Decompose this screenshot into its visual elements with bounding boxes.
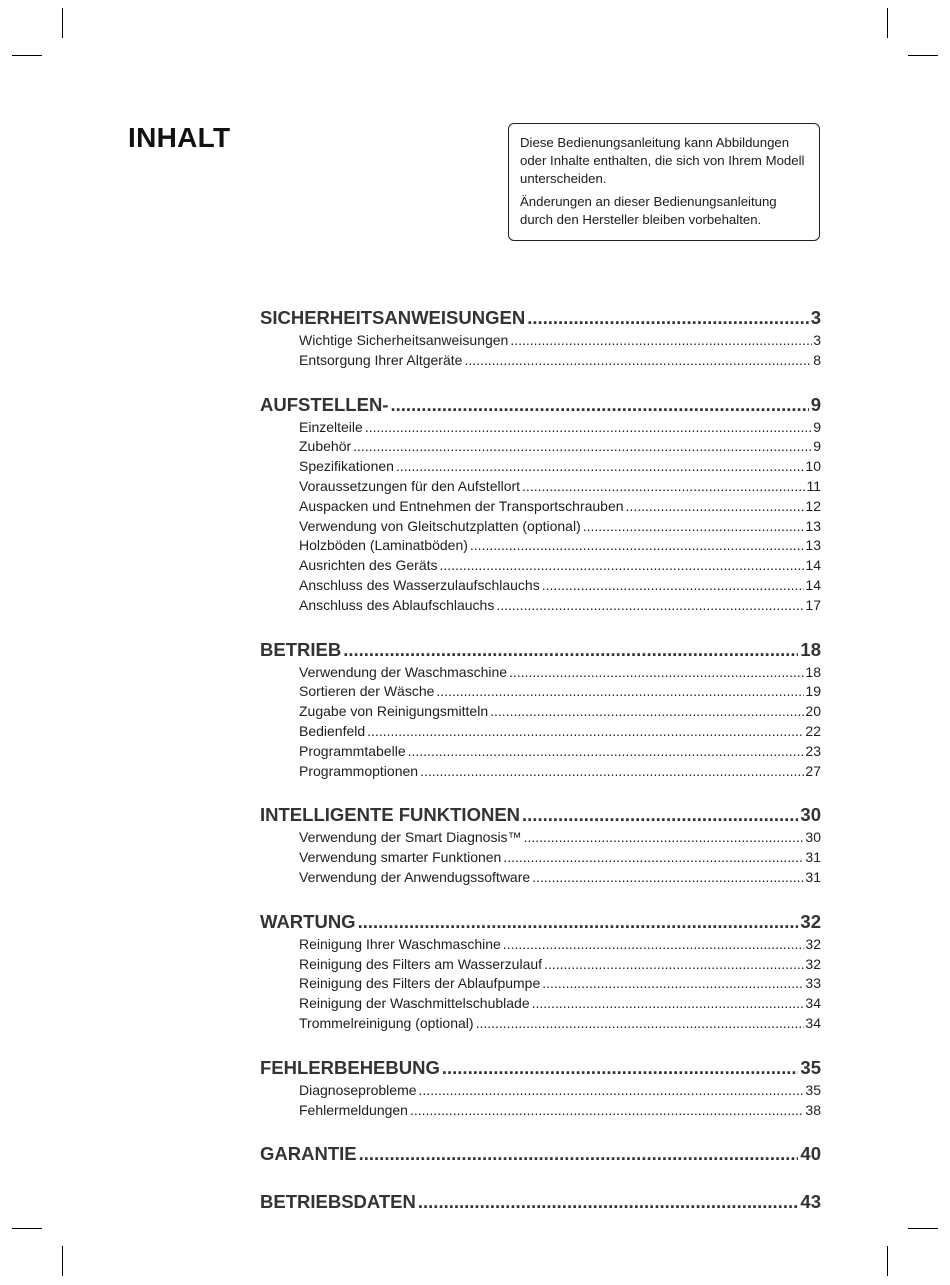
toc-entry[interactable] [299, 868, 821, 888]
toc-section-heading-page: 18 [800, 638, 821, 660]
toc-entry-page: 11 [806, 477, 821, 494]
toc-entry-page: 31 [805, 868, 821, 885]
dot-leader [365, 418, 812, 438]
dot-leader [440, 556, 805, 576]
toc-entry-page: 18 [805, 663, 821, 680]
crop-mark [908, 55, 938, 56]
toc-section-heading[interactable] [260, 636, 821, 663]
toc-section-heading-page: 30 [800, 804, 821, 826]
toc-entry-page: 19 [805, 683, 821, 700]
dot-leader [408, 742, 805, 762]
toc-entry-label: Programmoptionen [299, 762, 419, 779]
toc-entry-page: 17 [805, 596, 821, 613]
toc-section-heading[interactable] [260, 801, 821, 828]
dot-leader [410, 1101, 804, 1121]
toc-section-heading-label: WARTUNG [260, 910, 356, 932]
toc-entry[interactable] [299, 331, 821, 351]
dot-leader [476, 1014, 805, 1034]
toc-entry[interactable] [299, 663, 821, 683]
toc-entry[interactable] [299, 351, 821, 371]
toc-entry[interactable] [299, 497, 821, 517]
dot-leader [359, 1140, 799, 1167]
dot-leader [524, 828, 805, 848]
toc-entry-page: 3 [813, 332, 821, 348]
toc-entry[interactable] [299, 722, 821, 742]
toc-entry-label: Verwendung von Gleitschutzplatten (optional) [299, 517, 581, 534]
toc-entry-page: 34 [805, 995, 821, 1012]
toc-section [260, 1054, 821, 1121]
crop-mark [908, 1228, 938, 1229]
toc-entry-label: Anschluss des Wasserzulaufschlauchs [299, 576, 540, 593]
crop-mark [12, 55, 42, 56]
dot-leader [522, 801, 798, 828]
toc-entry[interactable] [299, 1081, 821, 1101]
toc-section [260, 304, 821, 371]
toc-entry-page: 8 [813, 351, 821, 368]
toc-section [260, 908, 821, 1034]
toc-entry-label: Reinigung der Waschmittelschublade [299, 995, 530, 1012]
dot-leader [343, 636, 798, 663]
toc-entry-label: Verwendung der Smart Diagnosis™ [299, 829, 522, 846]
crop-mark [887, 8, 888, 38]
toc-section-heading-label: BETRIEB [260, 638, 342, 660]
toc-entry-label: Ausrichten des Geräts [299, 557, 438, 574]
dot-leader [542, 974, 804, 994]
toc-entry-page: 27 [805, 762, 821, 779]
toc-entry[interactable] [299, 848, 821, 868]
toc-entry-label: Spezifikationen [299, 458, 394, 475]
dot-leader [367, 722, 804, 742]
toc-entry[interactable] [299, 556, 821, 576]
dot-leader [583, 517, 805, 537]
toc-entry[interactable] [299, 596, 821, 616]
toc-section-heading-page: 3 [810, 307, 821, 328]
toc-entry-page: 13 [805, 517, 821, 534]
toc-entry[interactable] [299, 935, 821, 955]
dot-leader [490, 702, 804, 722]
toc-entry[interactable] [299, 828, 821, 848]
toc-entry-label: Reinigung Ihrer Waschmaschine [299, 935, 501, 952]
notice-text: Diese Bedienungsanleitung kann Abbildungen oder Inhalte enthalten, die sich von Ihrem Modell unterscheiden. [520, 135, 805, 186]
toc-entry[interactable] [299, 576, 821, 596]
toc-entry-label: Einzelteile [299, 418, 363, 435]
toc-entry-page: 32 [805, 955, 821, 972]
toc-entry-page: 10 [805, 458, 821, 475]
toc-entry[interactable] [299, 702, 821, 722]
toc-section-heading-page: 43 [800, 1191, 821, 1213]
toc-entry-label: Wichtige Sicherheitsanweisungen [299, 332, 509, 348]
toc-section-heading[interactable] [260, 1188, 821, 1215]
crop-mark [887, 1246, 888, 1276]
toc-section [260, 636, 821, 782]
dot-leader [527, 304, 809, 331]
toc-entry-label: Trommelreinigung (optional) [299, 1014, 474, 1031]
toc-section [260, 1140, 821, 1167]
table-of-contents [260, 304, 821, 1236]
toc-section [260, 801, 821, 887]
toc-section-heading[interactable] [260, 908, 821, 935]
toc-entry-label: Entsorgung Ihrer Altgeräte [299, 351, 463, 368]
toc-section-heading[interactable] [260, 391, 821, 418]
dot-leader [390, 391, 808, 418]
dot-leader [542, 576, 805, 596]
toc-entry-label: Programmtabelle [299, 742, 406, 759]
toc-entry[interactable] [299, 536, 821, 556]
toc-entry[interactable] [299, 1101, 821, 1121]
dot-leader [418, 1188, 799, 1215]
toc-entry-label: Diagnoseprobleme [299, 1081, 417, 1098]
toc-entry-page: 33 [805, 975, 821, 992]
toc-entry-page: 34 [805, 1014, 821, 1031]
toc-entry[interactable] [299, 742, 821, 762]
dot-leader [532, 868, 804, 888]
dot-leader [496, 596, 804, 616]
toc-entry-label: Zugabe von Reinigungsmitteln [299, 703, 489, 720]
crop-mark [62, 1246, 63, 1276]
toc-entry-page: 38 [805, 1101, 821, 1118]
toc-entry-page: 20 [805, 703, 821, 720]
toc-section-heading[interactable] [260, 1140, 821, 1167]
dot-leader [358, 908, 799, 935]
notice-text: Änderungen an dieser Bedienungsanleitung durch den Hersteller bleiben vorbehalten. [520, 194, 777, 227]
toc-section-heading-label: AUFSTELLEN- [260, 393, 389, 415]
toc-entry-label: Fehlermeldungen [299, 1101, 408, 1118]
toc-section-heading-page: 9 [810, 393, 821, 415]
crop-mark [62, 8, 63, 38]
toc-entry[interactable] [299, 457, 821, 477]
toc-section-heading-label: BETRIEBSDATEN [260, 1191, 416, 1213]
toc-section-heading-page: 32 [800, 910, 821, 932]
dot-leader [544, 955, 804, 975]
dot-leader [436, 682, 804, 702]
toc-section-heading-label: GARANTIE [260, 1143, 357, 1165]
toc-entry[interactable] [299, 955, 821, 975]
toc-entry-label: Anschluss des Ablaufschlauchs [299, 596, 495, 613]
toc-entry-label: Reinigung des Filters der Ablaufpumpe [299, 975, 541, 992]
toc-entry-page: 32 [805, 935, 821, 952]
toc-entry[interactable] [299, 477, 821, 497]
toc-section-heading-label: FEHLERBEHEBUNG [260, 1056, 440, 1078]
toc-entry-page: 9 [813, 438, 821, 455]
toc-entry-page: 9 [813, 418, 821, 435]
toc-section-heading-page: 35 [800, 1056, 821, 1078]
toc-entry-label: Zubehör [299, 438, 352, 455]
toc-entry-label: Auspacken und Entnehmen der Transportschrauben [299, 497, 624, 514]
toc-section [260, 1188, 821, 1215]
dot-leader [532, 994, 805, 1014]
dot-leader [503, 935, 805, 955]
toc-entry-page: 13 [805, 537, 821, 554]
dot-leader [470, 536, 805, 556]
toc-entry[interactable] [299, 682, 821, 702]
toc-entry[interactable] [299, 418, 821, 438]
dot-leader [464, 351, 812, 371]
toc-entry-page: 14 [805, 576, 821, 593]
toc-entry-label: Sortieren der Wäsche [299, 683, 435, 700]
toc-entry-page: 12 [805, 497, 821, 514]
toc-entry[interactable] [299, 994, 821, 1014]
dot-leader [522, 477, 805, 497]
toc-section [260, 391, 821, 616]
dot-leader [420, 762, 804, 782]
toc-section-heading-label: SICHERHEITSANWEISUNGEN [260, 307, 526, 328]
dot-leader [626, 497, 805, 517]
toc-entry[interactable] [299, 974, 821, 994]
crop-mark [12, 1228, 42, 1229]
toc-entry[interactable] [299, 762, 821, 782]
toc-entry-label: Holzböden (Laminatböden) [299, 537, 468, 554]
toc-entry[interactable] [299, 437, 821, 457]
page-title: INHALT [128, 122, 231, 153]
toc-entry[interactable] [299, 517, 821, 537]
toc-entry-label: Bedienfeld [299, 722, 366, 739]
toc-entry-page: 23 [805, 742, 821, 759]
toc-section-heading-label: INTELLIGENTE FUNKTIONEN [260, 804, 521, 826]
dot-leader [503, 848, 804, 868]
toc-entry-label: Voraussetzungen für den Aufstellort [299, 477, 521, 494]
toc-entry-page: 14 [805, 557, 821, 574]
dot-leader [353, 437, 812, 457]
dot-leader [419, 1081, 805, 1101]
toc-section-heading[interactable] [260, 304, 821, 331]
toc-entry-label: Verwendung smarter Funktionen [299, 849, 502, 866]
notice-box [508, 123, 820, 241]
dot-leader [509, 663, 804, 683]
toc-section-heading[interactable] [260, 1054, 821, 1081]
toc-entry-page: 35 [805, 1081, 821, 1098]
toc-section-heading-page: 40 [800, 1143, 821, 1165]
toc-entry-label: Verwendung der Waschmaschine [299, 663, 508, 680]
toc-entry-page: 30 [805, 829, 821, 846]
toc-entry-page: 31 [805, 849, 821, 866]
dot-leader [442, 1054, 799, 1081]
toc-entry-page: 22 [805, 722, 821, 739]
toc-entry-label: Reinigung des Filters am Wasserzulauf [299, 955, 543, 972]
toc-entry-label: Verwendung der Anwendugssoftware [299, 868, 531, 885]
dot-leader [396, 457, 804, 477]
dot-leader [510, 331, 812, 351]
toc-entry[interactable] [299, 1014, 821, 1034]
